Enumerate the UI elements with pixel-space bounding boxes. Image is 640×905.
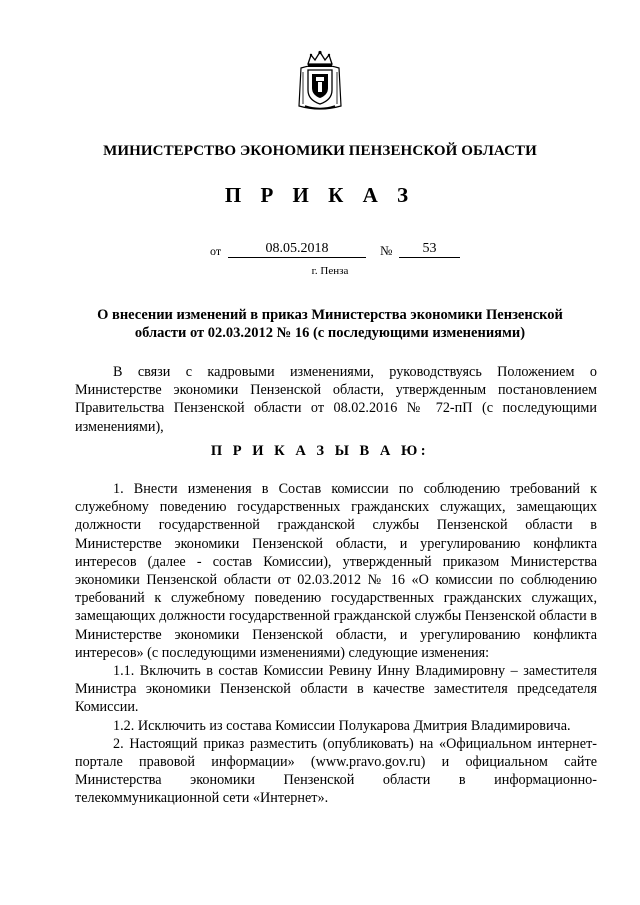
paragraph-1-1: 1.1. Включить в состав Комиссии Ревину Инну Владимировну – заместителя Министра экономики Пензенской области в качестве заместителя председателя Комиссии. [75, 663, 597, 716]
date-label: от [210, 244, 222, 258]
paragraph-1: 1. Внести изменения в Состав комиссии по соблюдению требований к служебному поведению государственных гражданских служащих, замещающих должности государственной гражданской службы Пензенской области в Министерстве экономики Пензенской области, и урегулированию конфликта интересов (далее - состав Комиссии), утвержденный приказом Министерства экономики Пензенской области от 02.03.2012 № 16 «О комиссии по соблюдению требований к служебному поведению государственных гражданских служащих, замещающих должности государственной гражданской службы Пензенской области в Министерстве экономики Пензенской области, и урегулированию конфликта интересов» (с последующими изменениями) следующие изменения: [75, 481, 597, 661]
order-word: П Р И К А З Ы В А Ю: [210, 443, 430, 459]
penza-coat-of-arms-icon [297, 50, 343, 112]
order-subject: О внесении изменений в приказ Министерства экономики Пензенской области от 02.03.2012 № 16 (с последующими изменениями) [97, 307, 563, 341]
number-field: 53 [399, 242, 460, 258]
order-body [75, 480, 597, 808]
preamble-text: В связи с кадровыми изменениями, руководствуясь Положением о Министерстве экономики Пензенской области, утвержденным постановлением Правительства Пензенской области от 08.02.2016 № 72-пП (с последующими изменениями), [75, 364, 597, 435]
city-label: г. Пенза [311, 265, 349, 277]
number-label: № [380, 243, 393, 258]
ministry-name: МИНИСТЕРСТВО ЭКОНОМИКИ ПЕНЗЕНСКОЙ ОБЛАСТИ [103, 143, 537, 159]
date-field: 08.05.2018 [228, 242, 366, 258]
paragraph-1-2: 1.2. Исключить из состава Комиссии Полукарова Дмитрия Владимировича. [113, 717, 571, 734]
document-type-title: П Р И К А З [224, 183, 416, 207]
paragraph-2: 2. Настоящий приказ разместить (опубликовать) на «Официальном интернет-портале правовой информации» (www.pravo.gov.ru) и официальном сайте Министерства экономики Пензенской области в информационно-телекоммуникационной сети «Интернет». [75, 735, 597, 807]
preamble [75, 363, 597, 436]
